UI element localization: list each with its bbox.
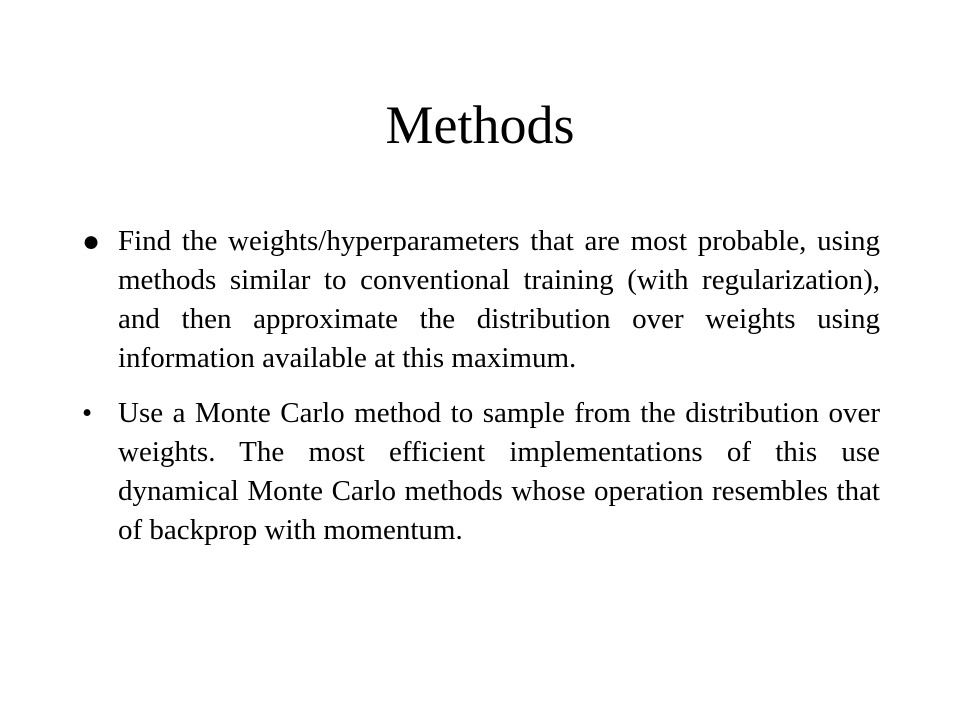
bullet-item-1 bbox=[82, 222, 880, 378]
bullet-item-2 bbox=[82, 394, 880, 550]
bullet-list bbox=[82, 222, 880, 550]
bullet-text: Use a Monte Carlo method to sample from the distribution over weights. The most efficient implementations of this use dynamical Monte Carlo methods whose operation resembles that of backprop with momentum. bbox=[118, 397, 880, 546]
slide-title: Methods bbox=[385, 95, 575, 155]
bullet-marker-icon: • bbox=[82, 397, 93, 429]
bullet-text: Find the weights/hyperparameters that are most probable, using methods similar to conventional training (with regularization), and then approximate the distribution over weights using information available at this maximum. bbox=[118, 225, 880, 374]
bullet-marker-icon: ● bbox=[82, 225, 101, 258]
